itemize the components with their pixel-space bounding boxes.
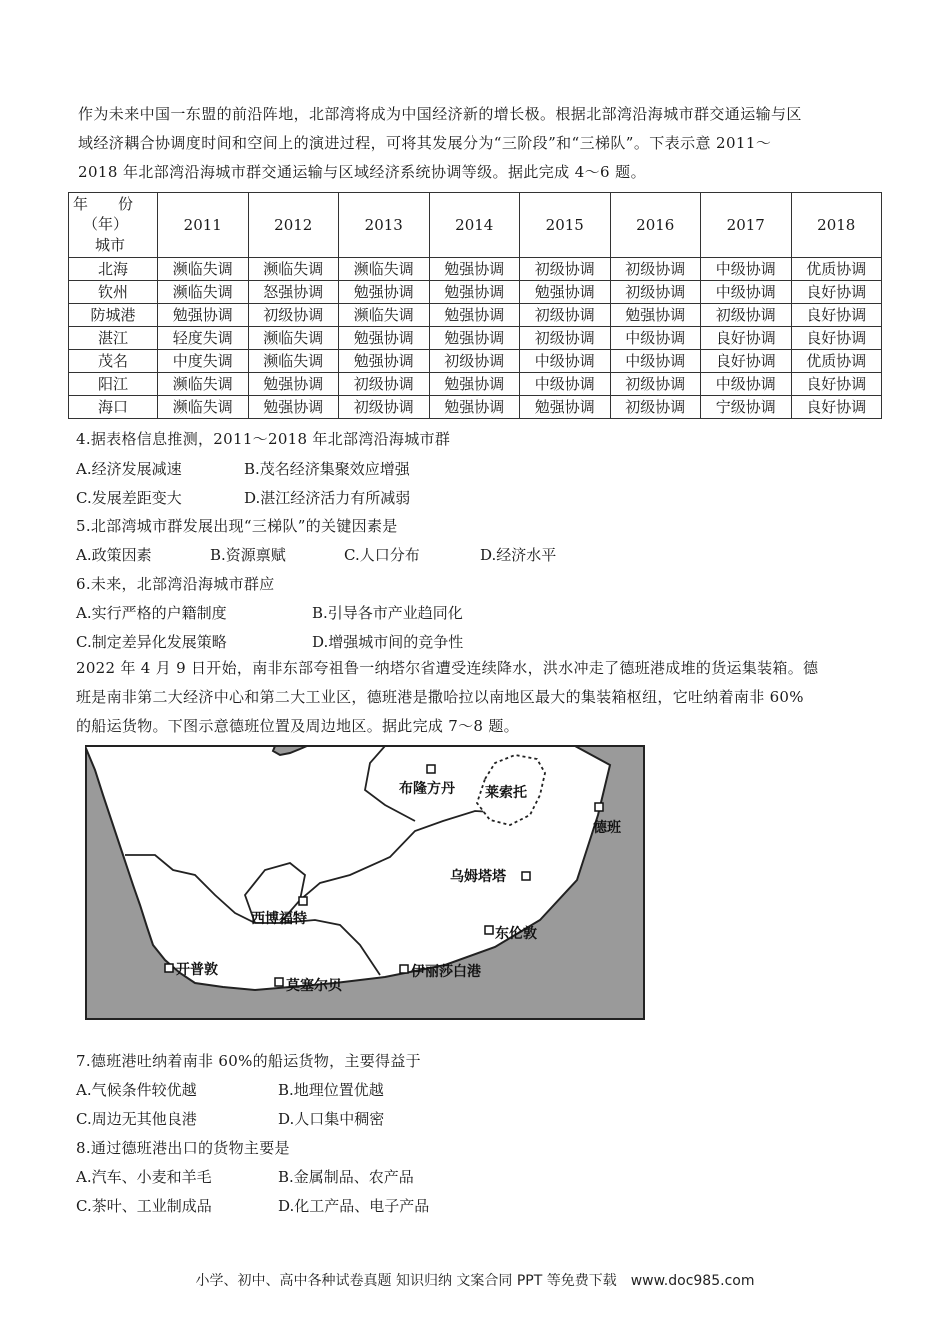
city-cell: 防城港 xyxy=(69,304,158,327)
question-8-stem: 8.通过德班港出口的货物主要是 xyxy=(76,1139,290,1157)
q4-option-c[interactable]: C.发展差距变大 xyxy=(76,489,182,507)
coordination-level-cell: 初级协调 xyxy=(339,396,430,419)
coordination-level-cell: 勉强协调 xyxy=(248,396,339,419)
q5-option-b[interactable]: B.资源禀赋 xyxy=(210,546,286,564)
q4-option-a[interactable]: A.经济发展减速 xyxy=(76,460,182,478)
year-header: 2012 xyxy=(248,193,339,258)
coordination-level-cell: 勉强协调 xyxy=(429,304,520,327)
coordination-level-cell: 初级协调 xyxy=(248,304,339,327)
coordination-level-cell: 濒临失调 xyxy=(339,304,430,327)
year-header: 2013 xyxy=(339,193,430,258)
city-marker-east-london xyxy=(485,926,493,934)
coordination-level-cell: 中级协调 xyxy=(520,350,611,373)
coordination-level-cell: 濒临失调 xyxy=(158,396,249,419)
coordination-level-cell: 勉强协调 xyxy=(339,281,430,304)
table-body xyxy=(69,258,882,419)
table-row xyxy=(69,396,882,419)
question-5-stem: 5.北部湾城市群发展出现“三梯队”的关键因素是 xyxy=(76,517,398,535)
coordination-level-cell: 濒临失调 xyxy=(248,258,339,281)
intro-line-1: 作为未来中国一东盟的前沿阵地，北部湾将成为中国经济新的增长极。根据北部湾沿海城市群交通运输与区 xyxy=(78,105,802,123)
coordination-level-cell: 中级协调 xyxy=(701,281,792,304)
coordination-table xyxy=(68,192,882,419)
city-cell: 茂名 xyxy=(69,350,158,373)
coordination-level-cell: 中级协调 xyxy=(610,327,701,350)
q7-option-a[interactable]: A.气候条件较优越 xyxy=(76,1081,197,1099)
city-cell: 湛江 xyxy=(69,327,158,350)
coordination-level-cell: 初级协调 xyxy=(610,396,701,419)
q7-option-d[interactable]: D.人口集中稠密 xyxy=(278,1110,385,1128)
corner-city-label: 城市 xyxy=(95,236,126,254)
coordination-level-cell: 勉强协调 xyxy=(429,327,520,350)
coordination-level-cell: 初级协调 xyxy=(610,258,701,281)
question-4-stem: 4.据表格信息推测，2011～2018 年北部湾沿海城市群 xyxy=(76,430,451,448)
coordination-level-cell: 初级协调 xyxy=(610,373,701,396)
coordination-level-cell: 勉强协调 xyxy=(429,281,520,304)
table-row xyxy=(69,304,882,327)
table-row xyxy=(69,373,882,396)
coordination-level-cell: 初级协调 xyxy=(701,304,792,327)
year-header: 2014 xyxy=(429,193,520,258)
label-bloemfontein: 布隆方丹 xyxy=(399,781,455,797)
city-marker-umtata xyxy=(522,872,530,880)
coordination-level-cell: 初级协调 xyxy=(520,304,611,327)
intro-passage xyxy=(78,100,878,187)
passage-durban xyxy=(76,654,876,741)
label-port-elizabeth: 伊丽莎白港 xyxy=(411,964,481,980)
q8-option-b[interactable]: B.金属制品、农产品 xyxy=(278,1168,414,1186)
coordination-level-cell: 中级协调 xyxy=(520,373,611,396)
label-kimberley: 西博福特 xyxy=(251,911,307,927)
coordination-level-cell: 勉强协调 xyxy=(339,327,430,350)
q5-option-c[interactable]: C.人口分布 xyxy=(344,546,420,564)
coordination-level-cell: 勉强协调 xyxy=(158,304,249,327)
coordination-level-cell: 初级协调 xyxy=(339,373,430,396)
city-cell: 阳江 xyxy=(69,373,158,396)
coordination-level-cell: 勉强协调 xyxy=(429,373,520,396)
label-umtata: 乌姆塔塔 xyxy=(450,869,506,885)
intro-line-3: 2018 年北部湾沿海城市群交通运输与区域经济系统协调等级。据此完成 4～6 题。 xyxy=(78,163,646,181)
label-durban: 德班 xyxy=(593,820,621,836)
year-header: 2016 xyxy=(610,193,701,258)
q8-option-d[interactable]: D.化工产品、电子产品 xyxy=(278,1197,430,1215)
coordination-level-cell: 中级协调 xyxy=(701,258,792,281)
year-header: 2011 xyxy=(158,193,249,258)
table-row xyxy=(69,281,882,304)
q7-option-c[interactable]: C.周边无其他良港 xyxy=(76,1110,197,1128)
city-marker-port-elizabeth xyxy=(400,965,408,973)
coordination-level-cell: 怒强协调 xyxy=(248,281,339,304)
coordination-level-cell: 良好协调 xyxy=(791,396,882,419)
label-lesotho: 莱索托 xyxy=(485,785,527,801)
coordination-level-cell: 勉强协调 xyxy=(520,281,611,304)
intro-line-2: 域经济耦合协调度时间和空间上的演进过程，可将其发展分为“三阶段”和“三梯队”。下表示意 2011～ xyxy=(78,134,772,152)
coordination-level-cell: 濒临失调 xyxy=(158,281,249,304)
coordination-level-cell: 良好协调 xyxy=(701,350,792,373)
coordination-level-cell: 初级协调 xyxy=(520,258,611,281)
table-header-row xyxy=(69,193,882,258)
coordination-level-cell: 濒临失调 xyxy=(339,258,430,281)
coordination-level-cell: 濒临失调 xyxy=(158,373,249,396)
coordination-level-cell: 良好协调 xyxy=(791,373,882,396)
coordination-level-cell: 中度失调 xyxy=(158,350,249,373)
city-cell: 北海 xyxy=(69,258,158,281)
q8-option-c[interactable]: C.茶叶、工业制成品 xyxy=(76,1197,212,1215)
question-6-stem: 6.未来，北部湾沿海城市群应 xyxy=(76,575,275,593)
passage-line-3: 的船运货物。下图示意德班位置及周边地区。据此完成 7～8 题。 xyxy=(76,717,519,735)
coordination-level-cell: 初级协调 xyxy=(429,350,520,373)
year-header: 2015 xyxy=(520,193,611,258)
coordination-level-cell: 勉强协调 xyxy=(248,373,339,396)
durban-location-map xyxy=(85,745,645,1020)
coordination-level-cell: 优质协调 xyxy=(791,258,882,281)
q6-option-a[interactable]: A.实行严格的户籍制度 xyxy=(76,604,227,622)
coordination-level-cell: 勉强协调 xyxy=(339,350,430,373)
coordination-level-cell: 宁级协调 xyxy=(701,396,792,419)
coordination-level-cell: 优质协调 xyxy=(791,350,882,373)
table-row xyxy=(69,258,882,281)
coordination-level-cell: 濒临失调 xyxy=(158,258,249,281)
corner-year-label: 年 份 xyxy=(73,195,134,213)
city-marker-mossel-bay xyxy=(275,978,283,986)
question-7-stem: 7.德班港吐纳着南非 60%的船运货物，主要得益于 xyxy=(76,1052,421,1070)
city-marker-durban xyxy=(595,803,603,811)
corner-unit-label: （年） xyxy=(83,215,129,233)
coordination-level-cell: 勉强协调 xyxy=(429,396,520,419)
q5-option-d[interactable]: D.经济水平 xyxy=(480,546,557,564)
coordination-level-cell: 勉强协调 xyxy=(429,258,520,281)
passage-line-1: 2022 年 4 月 9 日开始，南非东部夸祖鲁一纳塔尔省遭受连续降水，洪水冲走了德班港成堆的货运集装箱。德 xyxy=(76,659,819,677)
coordination-level-cell: 初级协调 xyxy=(520,327,611,350)
coordination-level-cell: 濒临失调 xyxy=(248,327,339,350)
city-cell: 海口 xyxy=(69,396,158,419)
coordination-level-cell: 良好协调 xyxy=(791,281,882,304)
q6-option-d[interactable]: D.增强城市间的竞争性 xyxy=(312,633,464,651)
city-marker-cape-town xyxy=(165,964,173,972)
coordination-level-cell: 濒临失调 xyxy=(248,350,339,373)
passage-line-2: 班是南非第二大经济中心和第二大工业区，德班港是撒哈拉以南地区最大的集装箱枢纽，它吐纳着南非 60% xyxy=(76,688,804,706)
q7-option-b[interactable]: B.地理位置优越 xyxy=(278,1081,384,1099)
coordination-level-cell: 良好协调 xyxy=(791,304,882,327)
coordination-level-cell: 初级协调 xyxy=(610,281,701,304)
coordination-level-cell: 轻度失调 xyxy=(158,327,249,350)
city-marker-kimberley xyxy=(299,897,307,905)
label-east-london: 东伦敦 xyxy=(495,926,537,942)
q6-option-b[interactable]: B.引导各市产业趋同化 xyxy=(312,604,463,622)
q4-option-d[interactable]: D.湛江经济活力有所减弱 xyxy=(244,489,411,507)
city-cell: 钦州 xyxy=(69,281,158,304)
coordination-level-cell: 良好协调 xyxy=(701,327,792,350)
q8-option-a[interactable]: A.汽车、小麦和羊毛 xyxy=(76,1168,212,1186)
coordination-level-cell: 良好协调 xyxy=(791,327,882,350)
table-corner-cell xyxy=(69,193,158,258)
q5-option-a[interactable]: A.政策因素 xyxy=(76,546,152,564)
year-header: 2018 xyxy=(791,193,882,258)
q6-option-c[interactable]: C.制定差异化发展策略 xyxy=(76,633,227,651)
coordination-level-cell: 勉强协调 xyxy=(520,396,611,419)
label-mossel-bay: 莫塞尔贝 xyxy=(286,978,342,994)
table-row xyxy=(69,350,882,373)
label-cape-town: 开普敦 xyxy=(176,962,218,978)
table-row xyxy=(69,327,882,350)
city-marker-bloemfontein xyxy=(427,765,435,773)
coordination-level-cell: 中级协调 xyxy=(701,373,792,396)
coordination-level-cell: 中级协调 xyxy=(610,350,701,373)
q4-option-b[interactable]: B.茂名经济集聚效应增强 xyxy=(244,460,410,478)
coordination-level-cell: 勉强协调 xyxy=(610,304,701,327)
year-header: 2017 xyxy=(701,193,792,258)
page-footer[interactable]: 小学、初中、高中各种试卷真题 知识归纳 文案合同 PPT 等免费下载 www.doc985.com xyxy=(195,1273,755,1289)
